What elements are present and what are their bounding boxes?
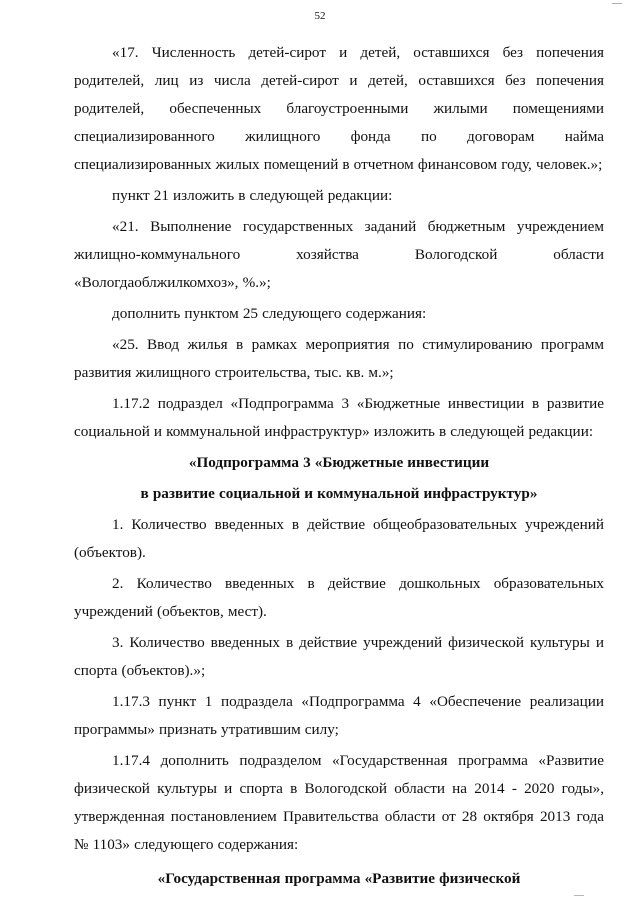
- document-body: [74, 39, 604, 893]
- paragraph-1-17-4: 1.17.4 дополнить подразделом «Государственная программа «Развитие физической культуры и спорта в Вологодской области на 2014 - 2020 годы», утвержденная постановлением Правительства области от 28 октября 2013 года № 1103» следующего содержания:: [74, 752, 604, 853]
- paragraph-instruction-21: пункт 21 изложить в следующей редакции:: [112, 187, 393, 204]
- page-number: 52: [314, 10, 326, 22]
- subprogram-3-heading-line-2: в развитие социальной и коммунальной инфраструктур»: [140, 485, 538, 502]
- list-item-1: 1. Количество введенных в действие общеобразовательных учреждений (объектов).: [74, 516, 604, 561]
- list-item-3: 3. Количество введенных в действие учреждений физической культуры и спорта (объектов).»;: [74, 634, 604, 679]
- list-item-2: 2. Количество введенных в действие дошкольных образовательных учреждений (объектов, мест).: [74, 575, 604, 620]
- scan-corner-mark-bottom: —: [574, 890, 584, 901]
- paragraph-item-25: «25. Ввод жилья в рамках мероприятия по стимулированию программ развития жилищного строительства, тыс. кв. м.»;: [74, 336, 604, 381]
- paragraph-instruction-25: дополнить пунктом 25 следующего содержания:: [112, 305, 427, 322]
- paragraph-1-17-3: 1.17.3 пункт 1 подраздела «Подпрограмма 4 «Обеспечение реализации программы» признать утратившим силу;: [74, 693, 604, 738]
- scan-corner-mark: —: [612, 0, 622, 9]
- paragraph-1-17-2: 1.17.2 подраздел «Подпрограмма 3 «Бюджетные инвестиции в развитие социальной и коммунальной инфраструктур» изложить в следующей редакции:: [74, 395, 604, 440]
- subprogram-3-heading-line-1: «Подпрограмма 3 «Бюджетные инвестиции: [188, 454, 490, 471]
- state-program-heading: «Государственная программа «Развитие физической: [157, 870, 521, 887]
- paragraph-item-21: «21. Выполнение государственных заданий бюджетным учреждением жилищно-коммунального хозяйства Вологодской области «Вологдаоблжилкомхоз», %.»;: [74, 218, 604, 291]
- paragraph-item-17: «17. Численность детей-сирот и детей, оставшихся без попечения родителей, лиц из числа детей-сирот и детей, оставшихся без попечения родителей, обеспеченных благоустроенными жилыми помещениями специализированного жилищного фонда по договорам найма специализированных жилых помещений в отчетном финансовом году, человек.»;: [74, 44, 604, 173]
